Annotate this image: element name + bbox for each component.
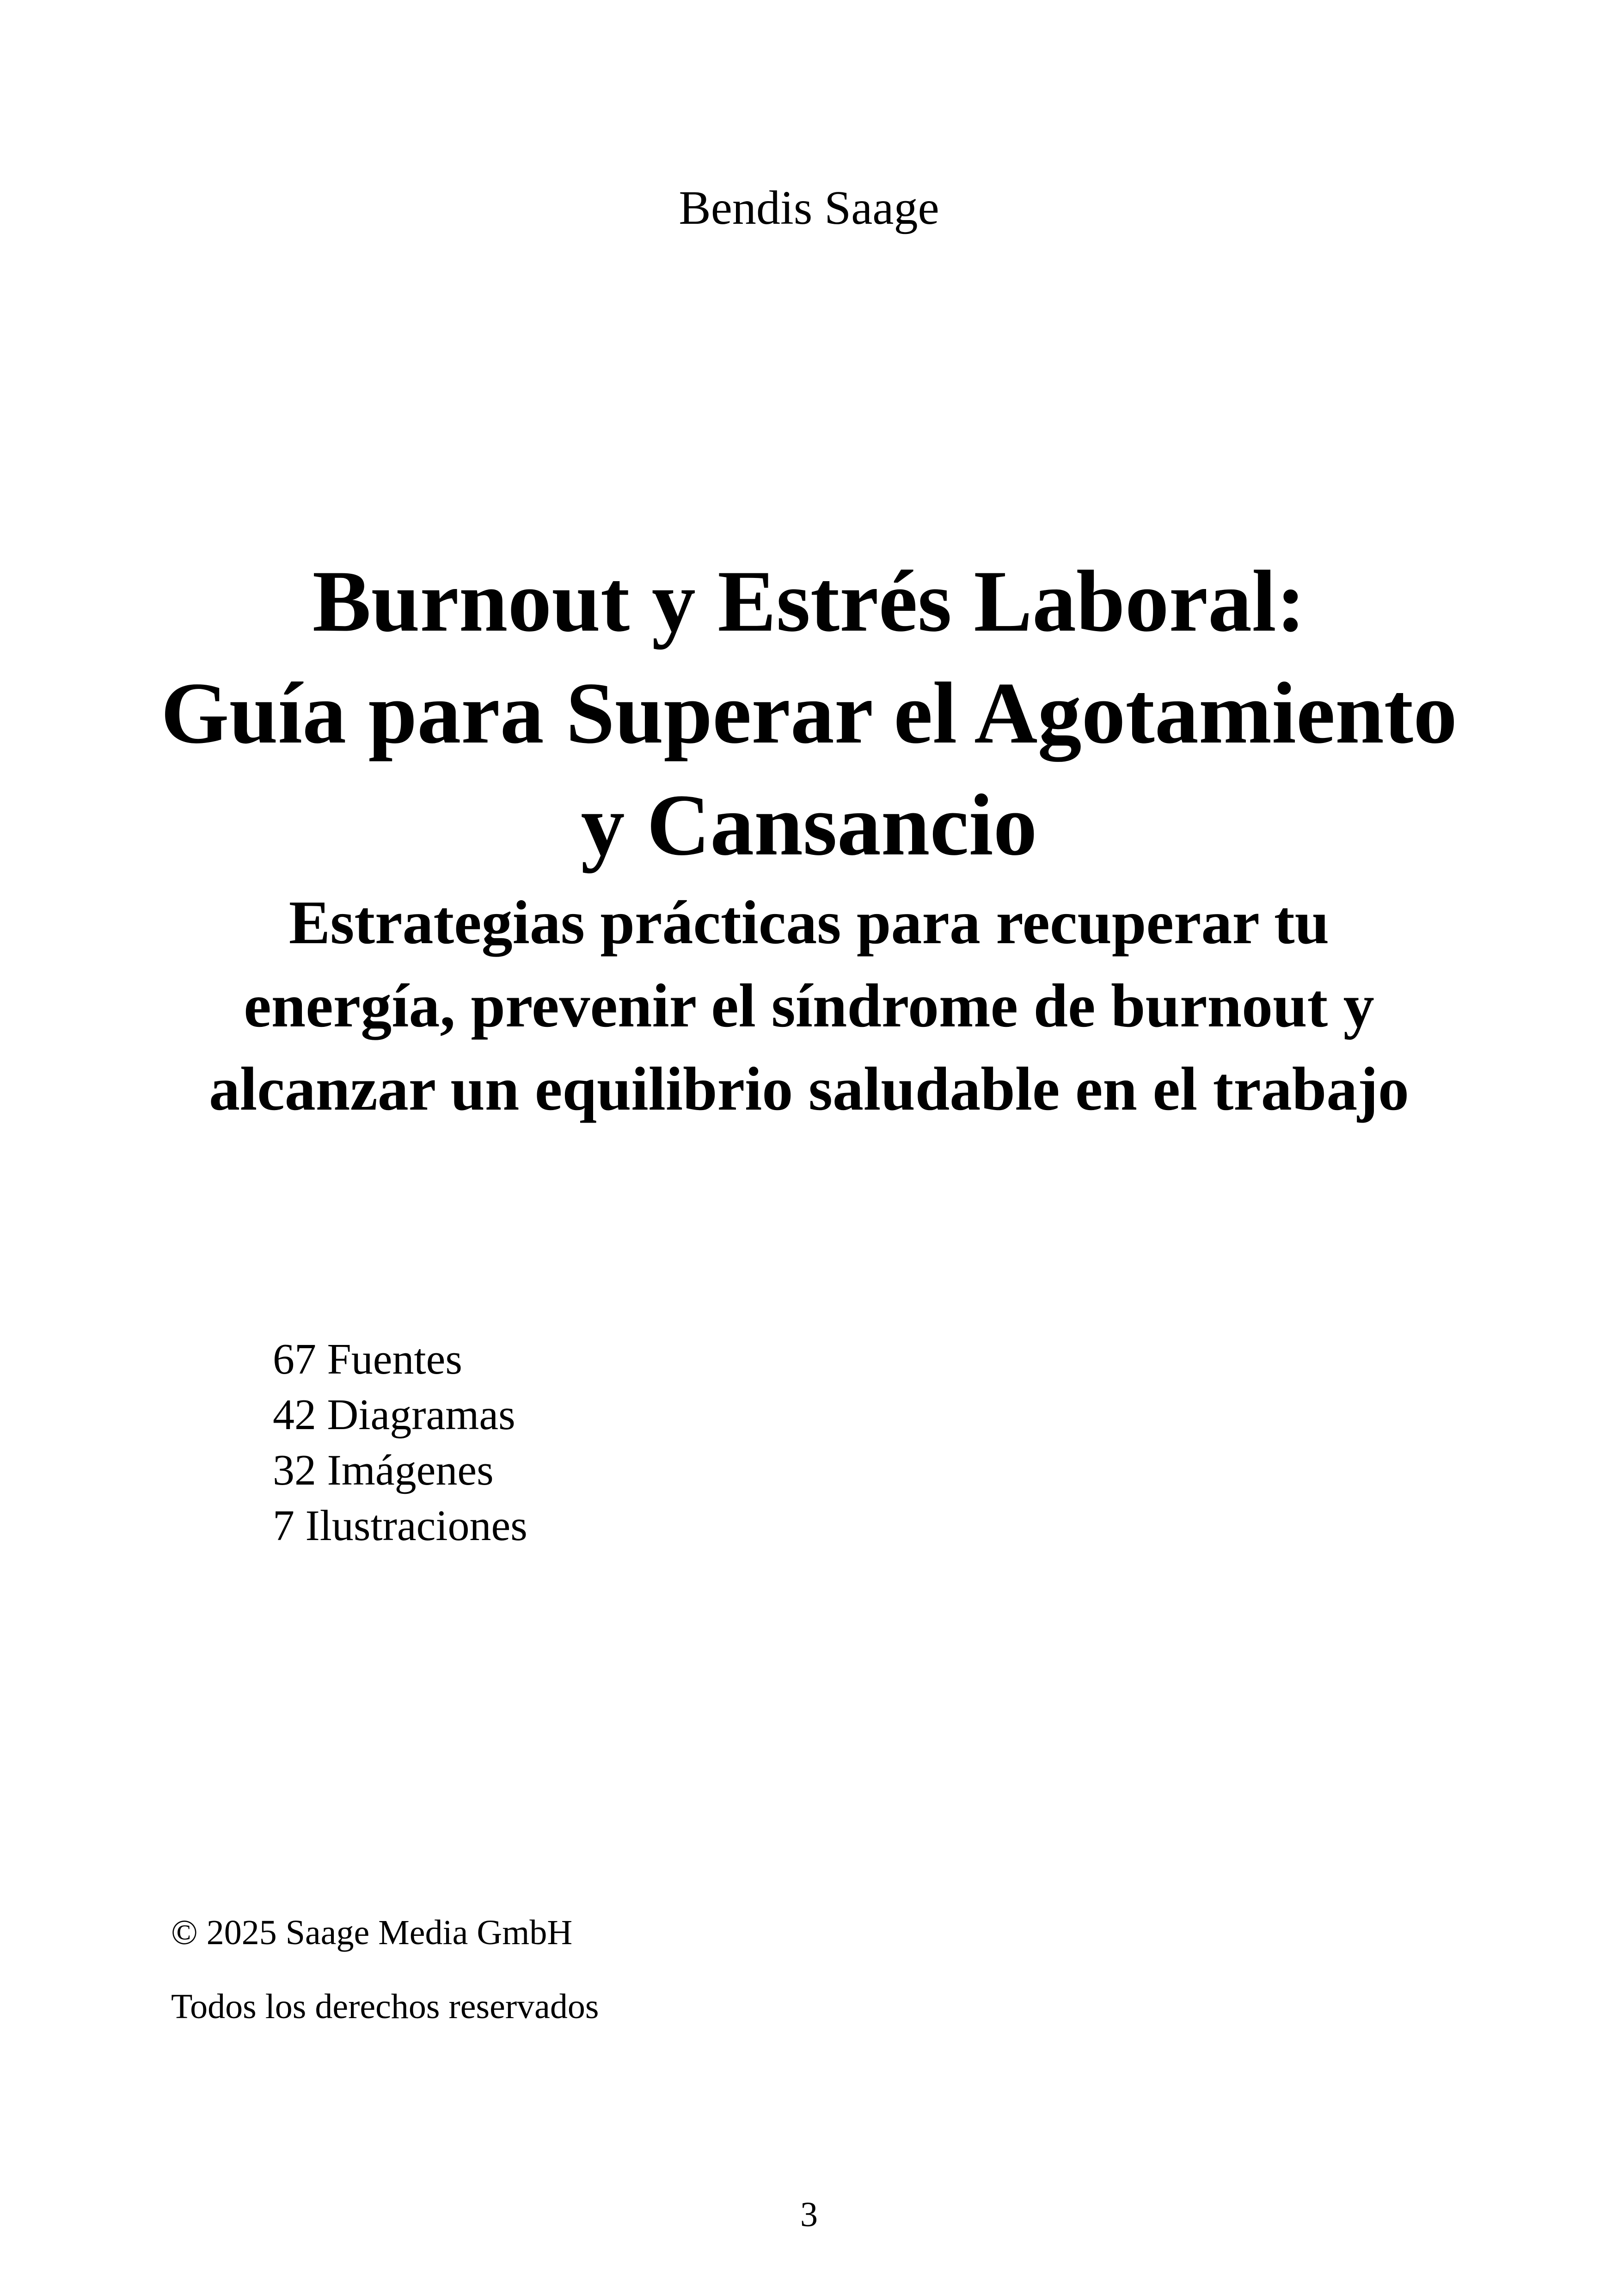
rights-notice: Todos los derechos reservados: [171, 1987, 599, 2026]
author-name: Bendis Saage: [679, 181, 939, 234]
page-number: 3: [800, 2195, 818, 2234]
book-title: [92, 546, 1526, 881]
content-stats-list: [273, 1332, 527, 1553]
stat-illustrations: 7 Ilustraciones: [273, 1502, 527, 1550]
subtitle-line: Estrategias prácticas para recuperar tu: [288, 888, 1330, 957]
stat-images: 32 Imágenes: [273, 1446, 494, 1494]
stat-diagrams: 42 Diagramas: [273, 1391, 515, 1439]
subtitle-line: alcanzar un equilibrio saludable en el trabajo: [209, 1055, 1409, 1123]
subtitle-line: energía, prevenir el síndrome de burnout y: [244, 971, 1374, 1040]
copyright-notice: © 2025 Saage Media GmbH: [171, 1913, 573, 1952]
book-subtitle: [92, 881, 1526, 1130]
title-line: Guía para Superar el Agotamiento: [160, 665, 1458, 762]
title-line: Burnout y Estrés Laboral:: [312, 553, 1306, 650]
title-line: y Cansancio: [581, 777, 1037, 874]
stat-sources: 67 Fuentes: [273, 1335, 462, 1383]
